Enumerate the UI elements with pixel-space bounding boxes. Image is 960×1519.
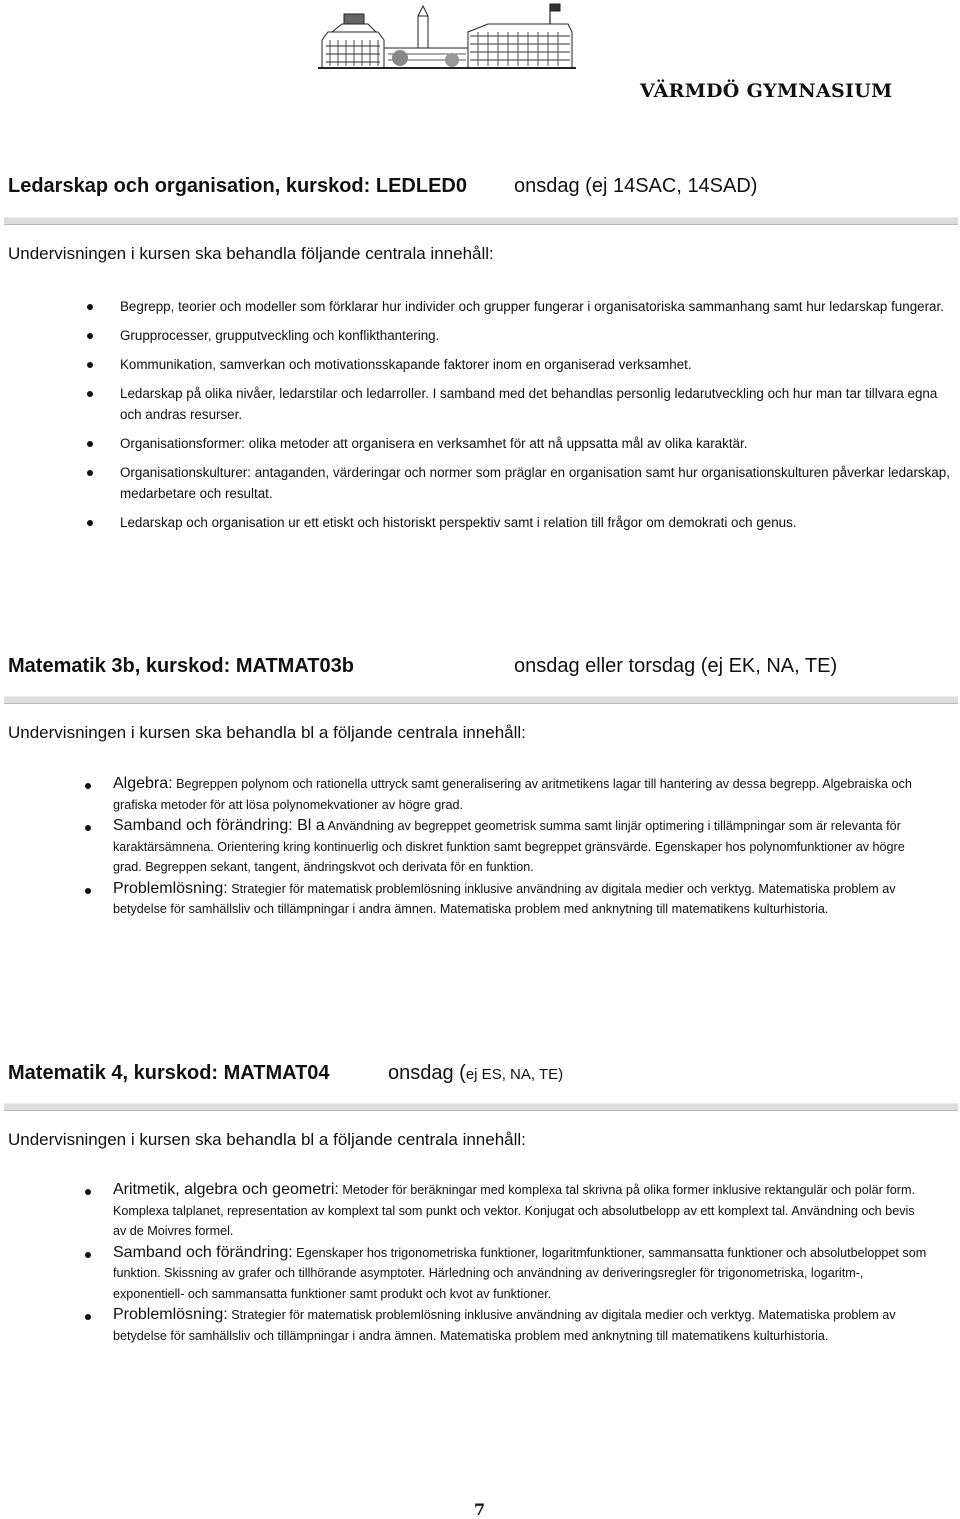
list-item xyxy=(113,1305,928,1346)
item-label: Samband och förändring: xyxy=(113,1243,293,1261)
list-item xyxy=(113,1180,928,1242)
item-text: Egenskaper hos trigonometriska funktioner, logaritmfunktioner, sammansatta funktioner och absolutbeloppet som funktion. Skissning av grafer och tillhörande asymptoter. Härledning och användning av deriveringsregler för trigonometriska, logaritm-, exponentiell- och sammansatta funktioner samt produkt och kvot av funktioner. xyxy=(113,1245,927,1301)
list-item: Ledarskap på olika nivåer, ledarstilar och ledarroller. I samband med det behandlas personlig ledarutveckling och hur man tar tillvara egna och andras resurser. xyxy=(120,383,950,425)
bullet-icon xyxy=(87,362,93,368)
bullet-icon xyxy=(87,391,93,397)
course-heading-matematik-4 xyxy=(8,1062,958,1096)
section-divider xyxy=(4,1103,958,1111)
course-day: onsdag (ej 14SAC, 14SAD) xyxy=(514,175,758,197)
school-building-logo xyxy=(318,2,576,72)
section-divider xyxy=(4,217,958,225)
course-title: Matematik 3b, kurskod: MATMAT03b xyxy=(8,655,354,677)
content-intro: Undervisningen i kursen ska behandla bl a följande centrala innehåll: xyxy=(8,723,526,742)
bullet-icon xyxy=(87,470,93,476)
item-label: Problemlösning: xyxy=(113,879,228,897)
bullet-icon xyxy=(87,304,93,310)
item-text: Användning av begreppet geometrisk summa samt linjär optimering i tillämpningar som är relevanta för karaktärsämnena. Orientering kring kontinuerlig och diskret funktion samt begreppet gränsvärde. Egenskaper hos polynomfunktioner av högre grad. Begreppen sekant, tangent, ändringskvot och derivata för en funktion. xyxy=(113,819,905,874)
list-item xyxy=(113,879,928,920)
content-intro: Undervisningen i kursen ska behandla följande centrala innehåll: xyxy=(8,244,494,263)
list-item xyxy=(113,774,928,815)
bullet-icon xyxy=(85,1189,91,1195)
bullet-icon xyxy=(85,783,91,789)
list-item: Organisationsformer: olika metoder att organisera en verksamhet för att nå uppsatta mål av olika karaktär. xyxy=(120,433,950,454)
bullet-icon xyxy=(85,1252,91,1258)
course-heading-matematik-3b xyxy=(8,655,958,689)
school-name: VÄRMDÖ GYMNASIUM xyxy=(640,80,893,102)
page-number: 7 xyxy=(474,1500,486,1519)
bullet-icon xyxy=(87,520,93,526)
content-list-matematik-3b xyxy=(113,774,928,921)
course-title: Matematik 4, kurskod: MATMAT04 xyxy=(8,1062,330,1084)
item-label: Samband och förändring: Bl a xyxy=(113,817,325,834)
list-item xyxy=(113,1243,928,1305)
content-intro: Undervisningen i kursen ska behandla bl a följande centrala innehåll: xyxy=(8,1130,526,1149)
item-label: Problemlösning: xyxy=(113,1306,228,1323)
list-item: Grupprocesser, grupputveckling och konflikthantering. xyxy=(120,325,950,346)
list-item: Kommunikation, samverkan och motivationsskapande faktorer inom en organiserad verksamhet. xyxy=(120,354,950,375)
item-text: Begreppen polynom och rationella uttryck samt generalisering av aritmetikens lagar till hantering av dessa begrepp. Algebraiska och grafiska metoder för att lösa polynomekvationer av högre grad. xyxy=(113,777,912,812)
bullet-icon xyxy=(85,825,91,831)
item-text: Strategier för matematisk problemlösning inklusive användning av digitala medier och verktyg. Matematiska problem av betydelse för samhällsliv och tillämpningar i andra ämnen. Matematiska problem med anknytning till matematikens kulturhistoria. xyxy=(113,1308,896,1343)
bullet-icon xyxy=(87,441,93,447)
item-label: Aritmetik, algebra och geometri: xyxy=(113,1181,339,1198)
bullet-icon xyxy=(87,333,93,339)
list-item: Organisationskulturer: antaganden, värderingar och normer som präglar en organisation samt hur organisationskulturen påverkar ledarskap, medarbetare och resultat. xyxy=(120,462,950,504)
course-heading-ledarskap xyxy=(8,175,958,209)
list-item: Ledarskap och organisation ur ett etiskt och historiskt perspektiv samt i relation till frågor om demokrati och genus. xyxy=(120,512,950,533)
item-text: Metoder för beräkningar med komplexa tal skrivna på olika former inklusive rektangulär och polär form. Komplexa talplanet, representation av komplext tal som punkt och vektor. Konjugat och absolutbelopp av ett komplext tal. Användning och bevis av de Moivres formel. xyxy=(113,1183,915,1238)
content-list-matematik-4 xyxy=(113,1180,928,1347)
content-list-ledarskap xyxy=(120,296,950,541)
item-text: Strategier för matematisk problemlösning inklusive användning av digitala medier och verktyg. Matematiska problem av betydelse för samhällsliv och tillämpningar i andra ämnen. Matematiska problem med anknytning till matematikens kulturhistoria. xyxy=(113,881,896,916)
section-divider xyxy=(4,696,958,704)
list-item xyxy=(113,816,928,878)
course-title: Ledarskap och organisation, kurskod: LEDLED0 xyxy=(8,175,467,197)
bullet-icon xyxy=(85,1314,91,1320)
course-day: onsdag eller torsdag (ej EK, NA, TE) xyxy=(514,655,838,677)
course-day: onsdag (ej ES, NA, TE) xyxy=(388,1062,564,1084)
list-item: Begrepp, teorier och modeller som förklarar hur individer och grupper fungerar i organisatoriska sammanhang samt hur ledarskap fungerar. xyxy=(120,296,950,317)
bullet-icon xyxy=(85,888,91,894)
item-label: Algebra: xyxy=(113,775,173,792)
